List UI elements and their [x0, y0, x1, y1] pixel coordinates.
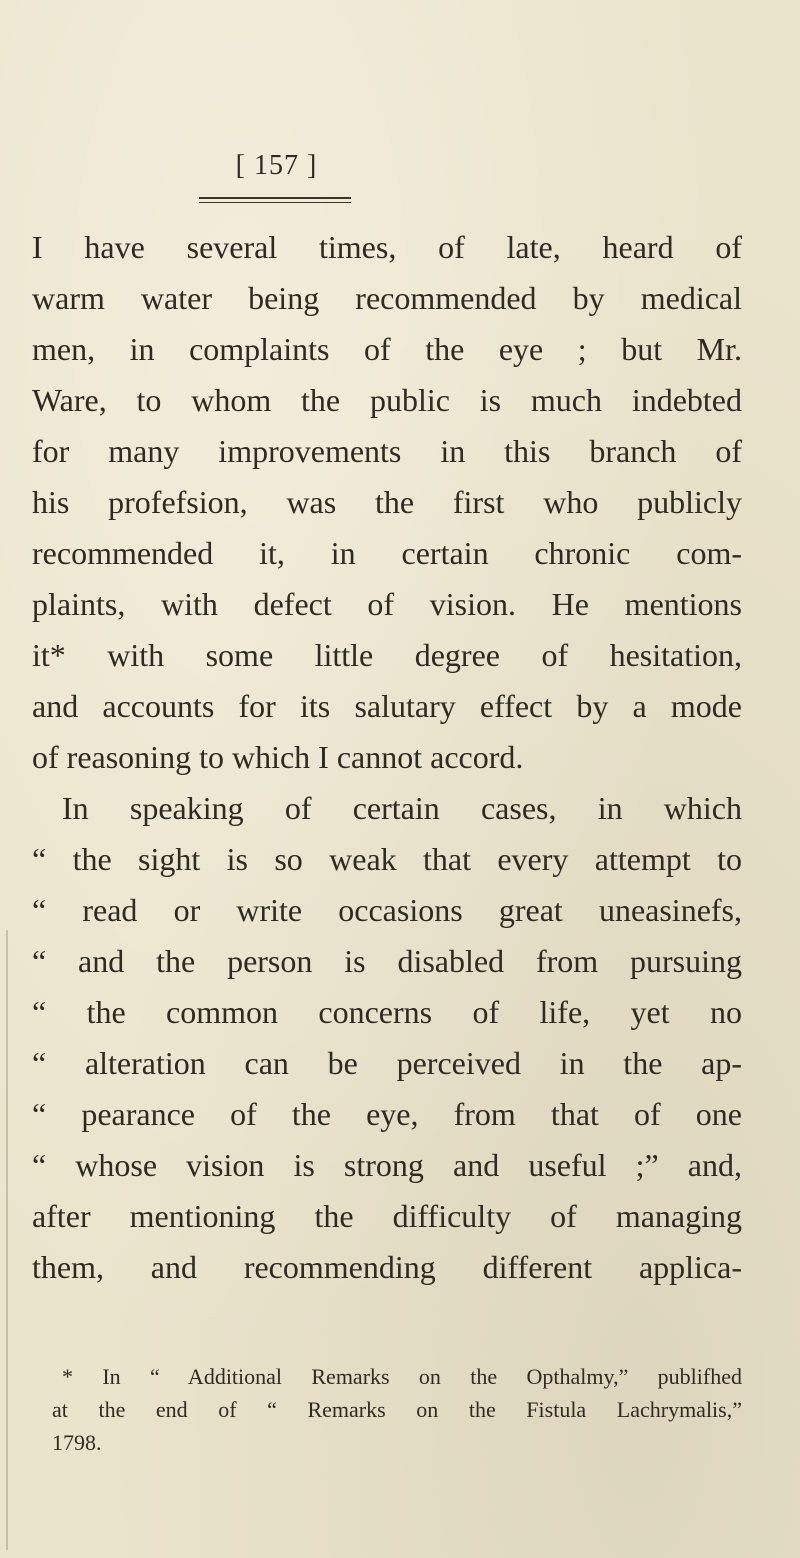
- quoted-line: “ whose vision is strong and useful ;” and,: [32, 1147, 742, 1183]
- header-rule-thin: [199, 202, 351, 203]
- quoted-line: “ and the person is disabled from pursuing: [32, 943, 742, 979]
- text-line: recommended it, in certain chronic com-: [32, 535, 742, 571]
- text-line: it* with some little degree of hesitation,: [32, 637, 742, 673]
- text-line: his profefsion, was the first who publicly: [32, 484, 742, 520]
- header-rule: [199, 197, 351, 199]
- text-line: warm water being recommended by medical: [32, 280, 742, 316]
- quoted-line: “ alteration can be perceived in the ap-: [32, 1045, 742, 1081]
- text-line: for many improvements in this branch of: [32, 433, 742, 469]
- body-text: [32, 222, 772, 1293]
- text-line: men, in complaints of the eye ; but Mr.: [32, 331, 742, 367]
- quoted-line: “ read or write occasions great uneasinefs,: [32, 892, 742, 928]
- footnote: [52, 1360, 772, 1459]
- text-line: them, and recommending different applica-: [32, 1249, 742, 1285]
- text-line: In speaking of certain cases, in which: [62, 790, 742, 826]
- page-edge-shadow: [6, 930, 8, 1550]
- text-line: after mentioning the difficulty of managing: [32, 1198, 742, 1234]
- page-number: [ 157 ]: [235, 150, 318, 181]
- text-line: Ware, to whom the public is much indebted: [32, 382, 742, 418]
- text-line: and accounts for its salutary effect by a mode: [32, 688, 742, 724]
- text-line: I have several times, of late, heard of: [32, 229, 742, 265]
- footnote-line: * In “ Additional Remarks on the Opthalmy,” publifhed: [62, 1364, 742, 1389]
- text-line: plaints, with defect of vision. He mentions: [32, 586, 742, 622]
- text-line: of reasoning to which I cannot accord.: [32, 739, 524, 775]
- footnote-line: at the end of “ Remarks on the Fistula Lachrymalis,”: [52, 1397, 742, 1422]
- quoted-line: “ pearance of the eye, from that of one: [32, 1096, 742, 1132]
- footnote-line: 1798.: [52, 1430, 102, 1455]
- quoted-line: “ the sight is so weak that every attempt to: [32, 841, 742, 877]
- quoted-line: “ the common concerns of life, yet no: [32, 994, 742, 1030]
